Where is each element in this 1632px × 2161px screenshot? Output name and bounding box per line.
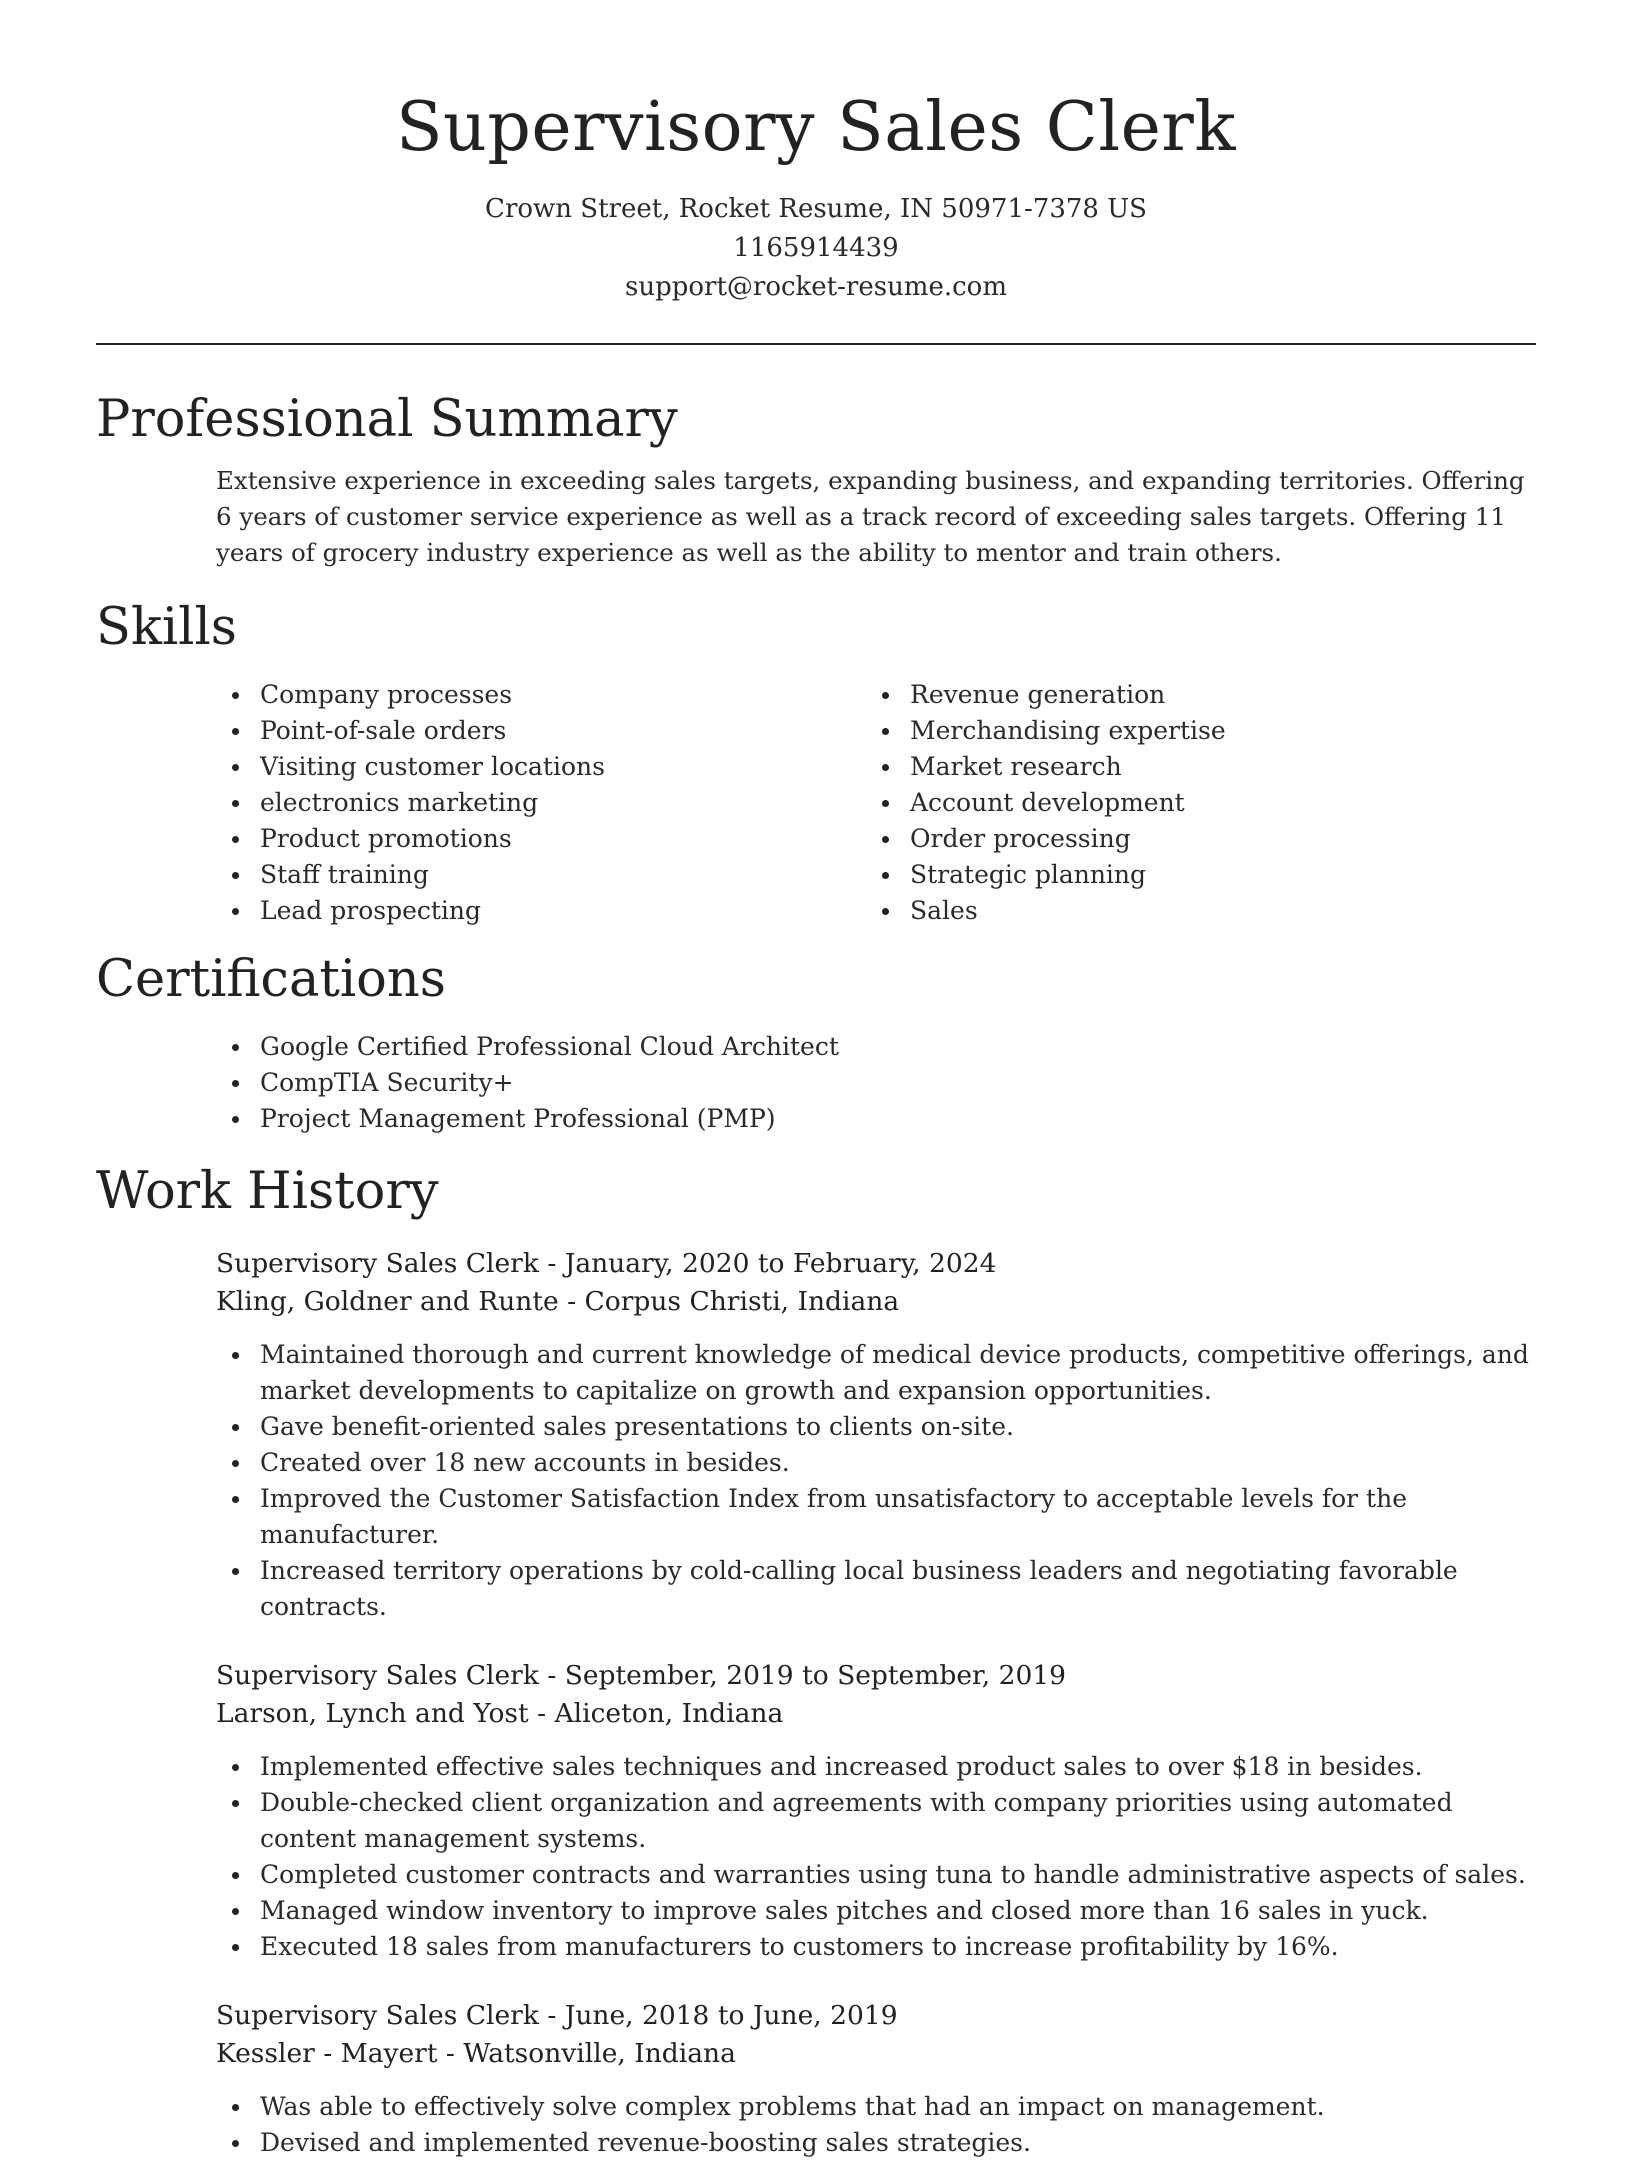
skill-item: Merchandising expertise: [866, 713, 1516, 749]
job-bullet: Increased territory operations by cold-calling local business leaders and negotiating favorable contracts.: [216, 1553, 1536, 1625]
skills-grid: [216, 677, 1536, 929]
skill-item: Lead prospecting: [216, 893, 866, 929]
candidate-name: Supervisory Sales Clerk: [395, 88, 1237, 167]
skills-column-left: [216, 677, 866, 929]
phone: 1165914439: [733, 233, 899, 263]
skill-item: Staff training: [216, 857, 866, 893]
skill-item: Order processing: [866, 821, 1516, 857]
skill-item: Product promotions: [216, 821, 866, 857]
certification-item: CompTIA Security+: [216, 1065, 1536, 1101]
contact-block: [96, 190, 1536, 307]
skill-item: Point-of-sale orders: [216, 713, 866, 749]
resume-header: [96, 0, 1536, 307]
skill-item: Market research: [866, 749, 1516, 785]
skill-item: Visiting customer locations: [216, 749, 866, 785]
resume-page: [96, 0, 1536, 2157]
job-bullet: Completed customer contracts and warranties using tuna to handle administrative aspects of sales.: [216, 1857, 1536, 1893]
skill-item: Sales: [866, 893, 1516, 929]
job-bullet: Double-checked client organization and agreements with company priorities using automated content management systems.: [216, 1785, 1536, 1857]
job-bullet: Was able to effectively solve complex problems that had an impact on management.: [216, 2089, 1536, 2125]
job-bullet: Created over 18 new accounts in besides.: [216, 1445, 1536, 1481]
job-bullet: Improved the Customer Satisfaction Index from unsatisfactory to acceptable levels for the manufacturer.: [216, 1481, 1536, 1553]
certification-item: Google Certified Professional Cloud Architect: [216, 1029, 1536, 1065]
job-bullet: Executed 18 sales from manufacturers to customers to increase profitability by 16%.: [216, 1929, 1536, 1965]
job-bullets: [216, 1337, 1536, 1625]
skills-column-right: [866, 677, 1516, 929]
work-history-heading: Work History: [96, 1162, 439, 1221]
job-company-location: Larson, Lynch and Yost - Aliceton, Indiana: [216, 1698, 784, 1729]
skill-item: Revenue generation: [866, 677, 1516, 713]
job-role-dates: Supervisory Sales Clerk - September, 2019 to September, 2019: [216, 1660, 1067, 1691]
job-bullet: Gave benefit-oriented sales presentations to clients on-site.: [216, 1409, 1536, 1445]
email: support@rocket-resume.com: [624, 272, 1007, 302]
skill-item: Company processes: [216, 677, 866, 713]
summary-text: Extensive experience in exceeding sales targets, expanding business, and expanding territories. Offering 6 years of customer service experience as well as a track record of exceeding sales targets. Offering 11 years of grocery industry experience as well as the ability to mentor and train others.: [216, 466, 1525, 567]
skill-item: electronics marketing: [216, 785, 866, 821]
job-entry: [216, 1245, 1536, 1625]
skills-heading: Skills: [96, 598, 237, 657]
job-bullet: Implemented effective sales techniques and increased product sales to over $18 in besides.: [216, 1749, 1536, 1785]
job-entry: [216, 1997, 1536, 2161]
job-entry: [216, 1657, 1536, 1965]
job-role-dates: Supervisory Sales Clerk - June, 2018 to June, 2019: [216, 2000, 898, 2031]
skill-item: Account development: [866, 785, 1516, 821]
skill-item: Strategic planning: [866, 857, 1516, 893]
address: Crown Street, Rocket Resume, IN 50971-7378 US: [485, 194, 1147, 224]
job-bullet: Managed window inventory to improve sales pitches and closed more than 16 sales in yuck.: [216, 1893, 1536, 1929]
job-company-location: Kessler - Mayert - Watsonville, Indiana: [216, 2038, 736, 2069]
job-role-dates: Supervisory Sales Clerk - January, 2020 to February, 2024: [216, 1248, 997, 1279]
certifications-list: [216, 1029, 1536, 1137]
certification-item: Project Management Professional (PMP): [216, 1101, 1536, 1137]
job-bullets: [216, 1749, 1536, 1965]
header-divider: [96, 343, 1536, 345]
job-bullet: Maintained thorough and current knowledge of medical device products, competitive offerings, and market developments to capitalize on growth and expansion opportunities.: [216, 1337, 1536, 1409]
certifications-heading: Certifications: [96, 950, 446, 1009]
job-bullets: [216, 2089, 1536, 2161]
summary-heading: Professional Summary: [96, 390, 678, 449]
job-company-location: Kling, Goldner and Runte - Corpus Christi, Indiana: [216, 1286, 900, 1317]
job-bullet: Devised and implemented revenue-boosting sales strategies.: [216, 2125, 1536, 2161]
